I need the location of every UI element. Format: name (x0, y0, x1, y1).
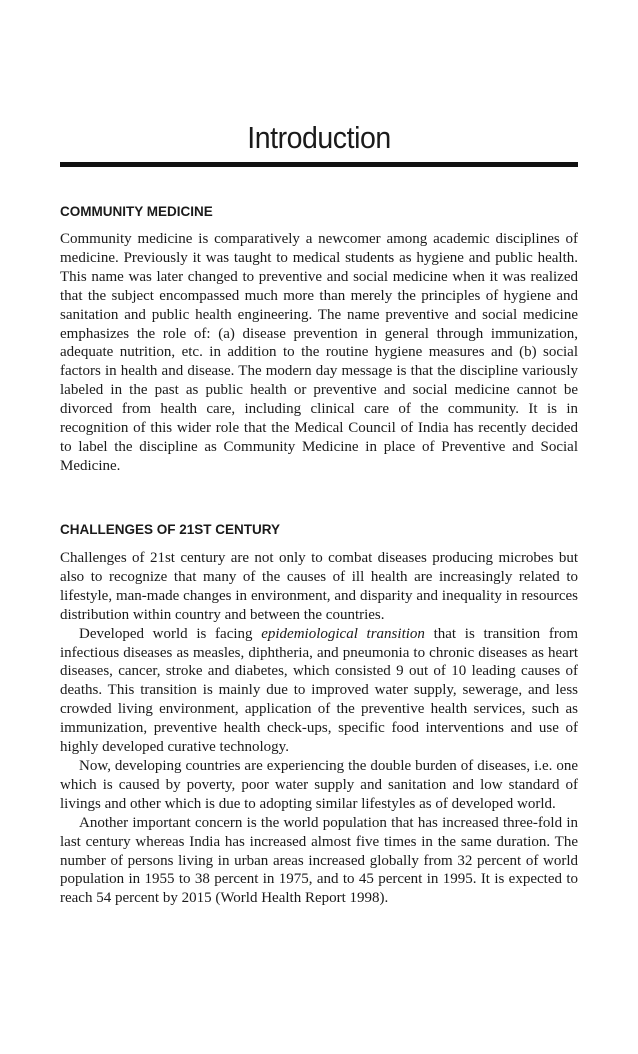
paragraph-text: Developed world is facing (79, 625, 262, 642)
paragraph (60, 625, 578, 757)
section-body-challenges (60, 549, 578, 908)
paragraph: Community medicine is comparatively a newcomer among academic disciplines of medicine. Previously it was taught to medical students as hygiene and public health. This name was later changed to preventive and social medicine when it was realized that the subject encompassed much more than merely the principles of hygiene and sanitation and public health engineering. The name preventive and social medicine emphasizes the role of: (a) disease prevention in general through immunization, adequate nutrition, etc. in addition to the routine hygiene measures and (b) social factors in health and disease. The modern day message is that the discipline variously labeled in the past as public health or preventive and social medicine cannot be divorced from health care, including clinical care of the community. It is in recognition of this wider role that the Medical Council of India has recently decided to label the discipline as Community Medicine in place of Preventive and Social Medicine. (60, 231, 578, 474)
title-rule (60, 162, 578, 167)
paragraph: Now, developing countries are experiencing the double burden of diseases, i.e. one which is caused by poverty, poor water supply and sanitation and low standard of livings and other which is due to adopting similar lifestyles as of developed world. (60, 757, 578, 812)
section-body-community-medicine (60, 230, 578, 476)
paragraph: Challenges of 21st century are not only to combat diseases producing microbes but also to recognize that many of the causes of ill health are increasingly related to lifestyle, man-made changes in environment, and disparity and inequality in resources distribution within country and between the countries. (60, 550, 578, 623)
paragraph: Another important concern is the world population that has increased three-fold in last century whereas India has increased almost five times in the same duration. The number of persons living in urban areas increased globally from 32 percent of world population in 1955 to 38 percent in 1975, and to 45 percent in 1995. It is expected to reach 54 percent by 2015 (World Health Report 1998). (60, 814, 578, 907)
emphasized-term: epidemiological transition (261, 625, 425, 642)
section-heading-community-medicine: COMMUNITY MEDICINE (60, 204, 213, 219)
paragraph-text: that is transition from infectious diseases as measles, diphtheria, and pneumonia to chronic diseases as heart diseases, cancer, stroke and diabetes, which consisted 9 out of 10 leading causes of deaths. This transition is mainly due to improved water supply, sewerage, and less crowded living environment, application of the preventive health services, such as immunization, preventive health check-ups, specific food interventions and use of highly developed curative technology. (60, 625, 578, 756)
chapter-title: Introduction (247, 120, 391, 155)
section-heading-challenges: CHALLENGES OF 21ST CENTURY (60, 522, 281, 537)
